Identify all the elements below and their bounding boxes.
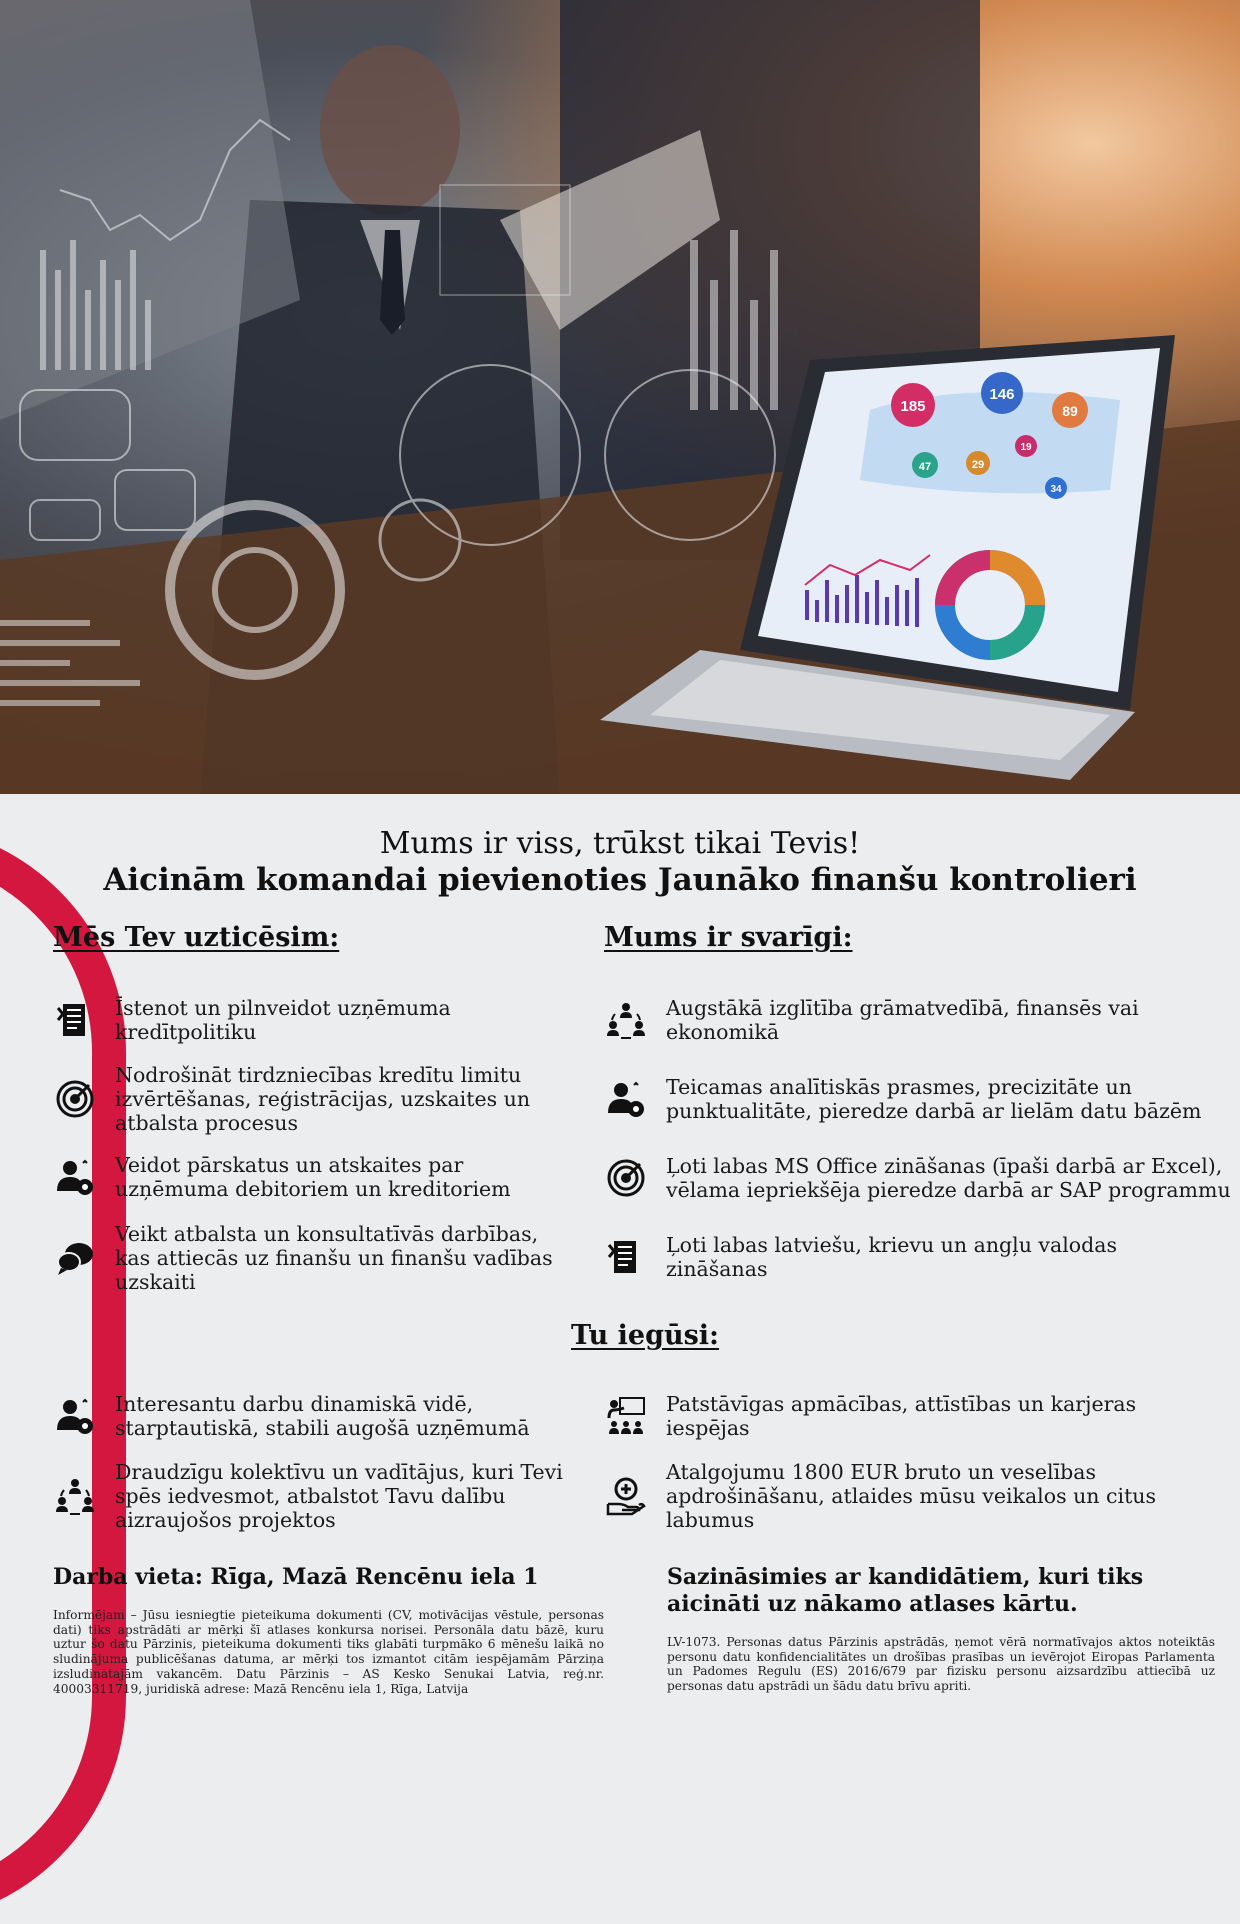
list-item [53,1153,573,1201]
map-badge-label: 185 [900,398,926,415]
list-item-text: Ļoti labas MS Office zināšanas (īpaši darbā ar Excel), vēlama iepriekšēja pieredze darbā ar SAP programmu [666,1154,1231,1202]
user-settings-icon [53,1155,97,1199]
list-item [53,1222,573,1294]
chat-bubbles-icon [53,1236,97,1280]
hero-illustration [0,0,1240,794]
team-circle-icon [53,1474,97,1518]
map-badge-label: 34 [1050,484,1062,495]
list-item-text: Nodrošināt tirdzniecības kredītu limitu izvērtēšanas, reģistrācijas, uzskaites un atbalsta procesus [115,1063,531,1135]
target-icon [604,1156,648,1200]
presentation-icon [604,1394,648,1438]
list-item-text: Veikt atbalsta un konsultatīvās darbības, kas attiecās uz finanšu un finanšu vadības uzskaiti [115,1222,553,1294]
map-badge-label: 29 [971,459,985,471]
workplace-address: Darba vieta: Rīga, Mazā Rencēnu iela 1 [53,1564,539,1590]
target-icon [53,1077,97,1121]
list-item-text: Ļoti labas latviešu, krievu un angļu valodas zināšanas [666,1233,1117,1281]
list-item [53,1063,573,1135]
privacy-notice-left: Informējam – Jūsu iesniegtie pieteikuma dokumenti (CV, motivācijas vēstule, personas dati) tiks apstrādāti ar mērķi šī atlases konkursa norisei. Personāla datu bāzē, kuru uztur šo datu Pārzinis, pieteikuma dokumenti tiks glabāti turpmāko 6 mēnešu laikā no sludinājuma publicēšanas datuma, ar mērķi tos izmantot citām iespējamām Pārziņa izsludinātajām vakancēm. Datu Pārzinis – AS Kesko Senukai Latvia, reģ.nr. 40003311719, juridiskā adrese: Mazā Rencēnu iela 1, Rīga, Latvija [53,1608,604,1696]
user-settings-icon [53,1394,97,1438]
list-item-text: Draudzīgu kolektīvu un vadītājus, kuri Tevi spēs iedvesmot, atbalstot Tavu dalību aizraujošos projektos [115,1460,563,1532]
map-badge-label: 19 [1020,442,1032,453]
list-item-text: Interesantu darbu dinamiskā vidē, starptautiskā, stabili augošā uzņēmumā [115,1392,530,1440]
person-head [320,45,460,215]
section-title-benefits: Tu iegūsi: [571,1320,720,1351]
list-item [604,1075,1224,1123]
map-badge-label: 89 [1062,403,1078,419]
map-badge-label: 47 [918,461,932,473]
list-item-text: Īstenot un pilnveidot uzņēmuma kredītpolitiku [115,996,451,1044]
list-item [53,1460,573,1532]
list-item [604,996,1224,1044]
list-item-text: Augstākā izglītība grāmatvedībā, finansēs vai ekonomikā [666,996,1139,1044]
headline: Mums ir viss, trūkst tikai Tevis! [379,826,861,861]
health-hand-icon [604,1474,648,1518]
list-item-text: Atalgojumu 1800 EUR bruto un veselības apdrošināšanu, atlaides mūsu veikalos un citus labumus [666,1460,1157,1532]
section-title-important: Mums ir svarīgi: [604,922,853,953]
section-title-trust: Mēs Tev uzticēsim: [53,922,340,953]
user-settings-icon [604,1077,648,1121]
list-item [604,1460,1224,1532]
list-item-text: Veidot pārskatus un atskaites par uzņēmuma debitoriem un kreditoriem [115,1153,511,1201]
hero-image [0,0,1240,794]
list-item [53,1392,573,1440]
list-item [53,996,573,1044]
checklist-icon [604,1235,648,1279]
list-item [604,1392,1224,1440]
list-item-text: Teicamas analītiskās prasmes, precizitāte un punktualitāte, pieredze darbā ar lielām datu bāzēm [666,1075,1202,1123]
contact-note: Sazināsimies ar kandidātiem, kuri tiks aicināti uz nākamo atlases kārtu. [667,1564,1144,1617]
subheadline: Aicinām komandai pievienoties Jaunāko finanšu kontrolieri [103,862,1137,898]
decorative-red-arc [0,824,126,1924]
checklist-icon [53,998,97,1042]
privacy-notice-right: LV-1073. Personas datus Pārzinis apstrādās, ņemot vērā normatīvajos aktos noteiktās personu datu konfidencialitātes un drošības prasības un ievērojot Eiropas Parlamenta un Padomes Regulu (ES) 2016/679 par fizisku personu aizsardzību attiecībā uz personas datu apstrādi un šādu datu brīvu apriti. [667,1635,1215,1694]
map-badge-label: 146 [989,386,1015,403]
list-item [604,1233,1224,1281]
list-item-text: Patstāvīgas apmācības, attīstības un karjeras iespējas [666,1392,1137,1440]
list-item [604,1154,1234,1202]
team-circle-icon [604,998,648,1042]
